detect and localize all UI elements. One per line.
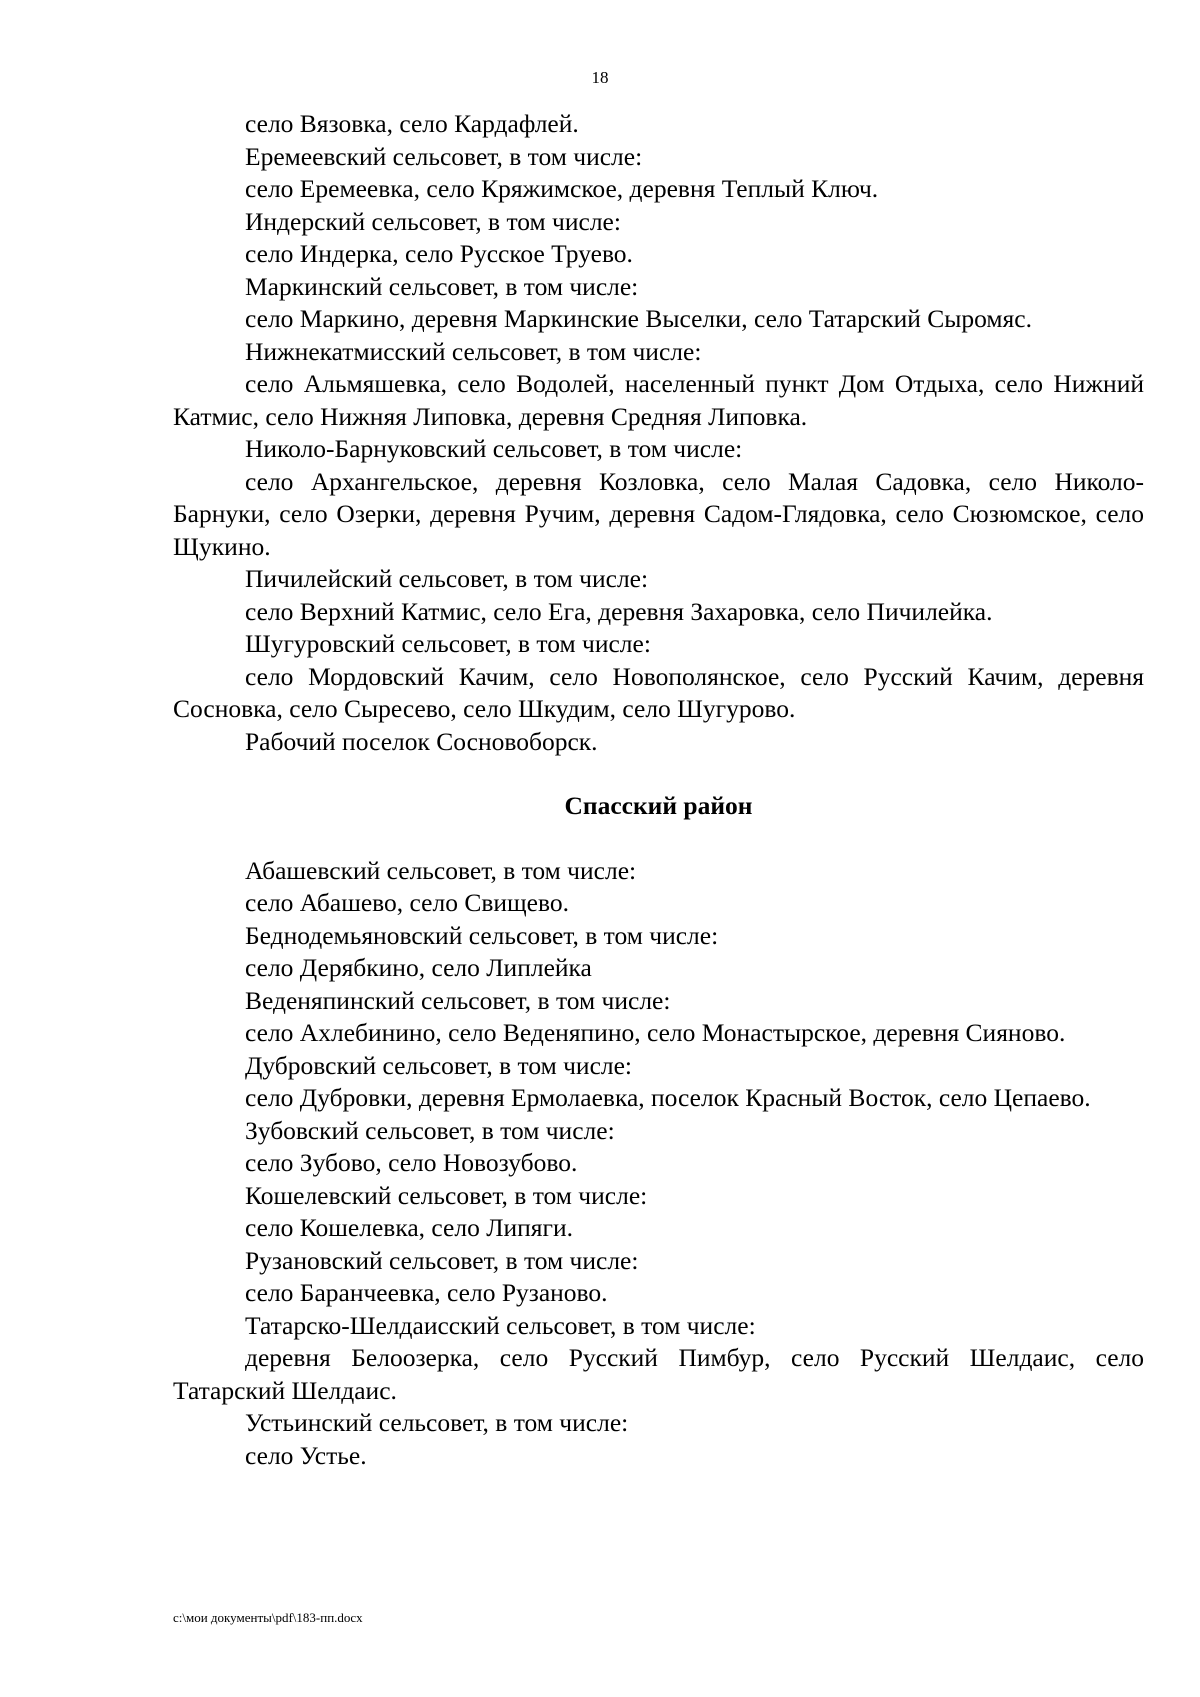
- paragraph: село Зубово, село Новозубово.: [245, 1148, 578, 1177]
- paragraph: Шугуровский сельсовет, в том числе:: [245, 629, 651, 658]
- paragraph: Беднодемьяновский сельсовет, в том числе:: [245, 920, 719, 950]
- paragraph: Рабочий поселок Сосновоборск.: [245, 726, 598, 756]
- paragraph: село Ахлебинино, село Веденяпино, село Монастырское, деревня Сияново.: [245, 1018, 1066, 1047]
- paragraph: село Дерябкино, село Липлейка: [245, 953, 592, 982]
- paragraph: село Кошелевка, село Липяги.: [245, 1213, 573, 1242]
- paragraph: село Мордовский Качим, село Новополянское, село Русский Качим, деревня Сосновка, село Сыресево, село Шкудим, село Шугурово.: [173, 661, 1144, 723]
- paragraph: село Дубровки, деревня Ермолаевка, поселок Красный Восток, село Цепаево.: [245, 1083, 1091, 1112]
- paragraph: Абашевский сельсовет, в том числе:: [245, 855, 637, 885]
- paragraph: Зубовский сельсовет, в том числе:: [245, 1115, 615, 1145]
- document-body: [173, 108, 1144, 1472]
- paragraph: Дубровский сельсовет, в том числе:: [245, 1050, 633, 1080]
- paragraph: Маркинский сельсовет, в том числе:: [245, 271, 639, 301]
- paragraph: Николо-Барнуковский сельсовет, в том числе:: [245, 434, 743, 463]
- paragraph: Индерский сельсовет, в том числе:: [245, 206, 621, 236]
- paragraph: Устьинский сельсовет, в том числе:: [245, 1408, 629, 1437]
- paragraph: деревня Белоозерка, село Русский Пимбур, село Русский Шелдаис, село Татарский Шелдаис.: [173, 1343, 1144, 1405]
- section-list: [173, 855, 1144, 1473]
- paragraph: Веденяпинский сельсовет, в том числе:: [245, 985, 671, 1015]
- paragraph: Рузановский сельсовет, в том числе:: [245, 1245, 639, 1275]
- paragraph: Пичилейский сельсовет, в том числе:: [245, 564, 649, 593]
- paragraph: село Архангельское, деревня Козловка, село Малая Садовка, село Николо-Барнуки, село Озерки, деревня Ручим, деревня Садом-Глядовка, село Сюзюмское, село Щукино.: [173, 466, 1144, 561]
- paragraph: село Абашево, село Свищево.: [245, 888, 569, 917]
- page-number: 18: [591, 68, 609, 87]
- paragraph: Нижнекатмисский сельсовет, в том числе:: [245, 336, 702, 366]
- paragraph: село Индерка, село Русское Труево.: [245, 239, 633, 268]
- paragraph: село Устье.: [245, 1440, 367, 1470]
- paragraph: село Верхний Катмис, село Ега, деревня Захаровка, село Пичилейка.: [245, 596, 993, 626]
- section-list: [173, 108, 1144, 758]
- paragraph: Еремеевский сельсовет, в том числе:: [245, 141, 643, 171]
- paragraph: село Альмяшевка, село Водолей, населенный пункт Дом Отдыха, село Нижний Катмис, село Нижняя Липовка, деревня Средняя Липовка.: [173, 369, 1144, 431]
- paragraph: Татарско-Шелдаисский сельсовет, в том числе:: [245, 1310, 756, 1340]
- section-heading: Спасский район: [564, 791, 753, 820]
- paragraph: село Еремеевка, село Кряжимское, деревня Теплый Ключ.: [245, 174, 879, 203]
- paragraph: село Вязовка, село Кардафлей.: [245, 109, 579, 138]
- footer-file-path: c:\мои документы\pdf\183-пп.docx: [173, 1610, 363, 1625]
- paragraph: село Баранчеевка, село Рузаново.: [245, 1278, 608, 1307]
- paragraph: Кошелевский сельсовет, в том числе:: [245, 1180, 648, 1210]
- paragraph: село Маркино, деревня Маркинские Выселки, село Татарский Сыромяс.: [245, 304, 1032, 333]
